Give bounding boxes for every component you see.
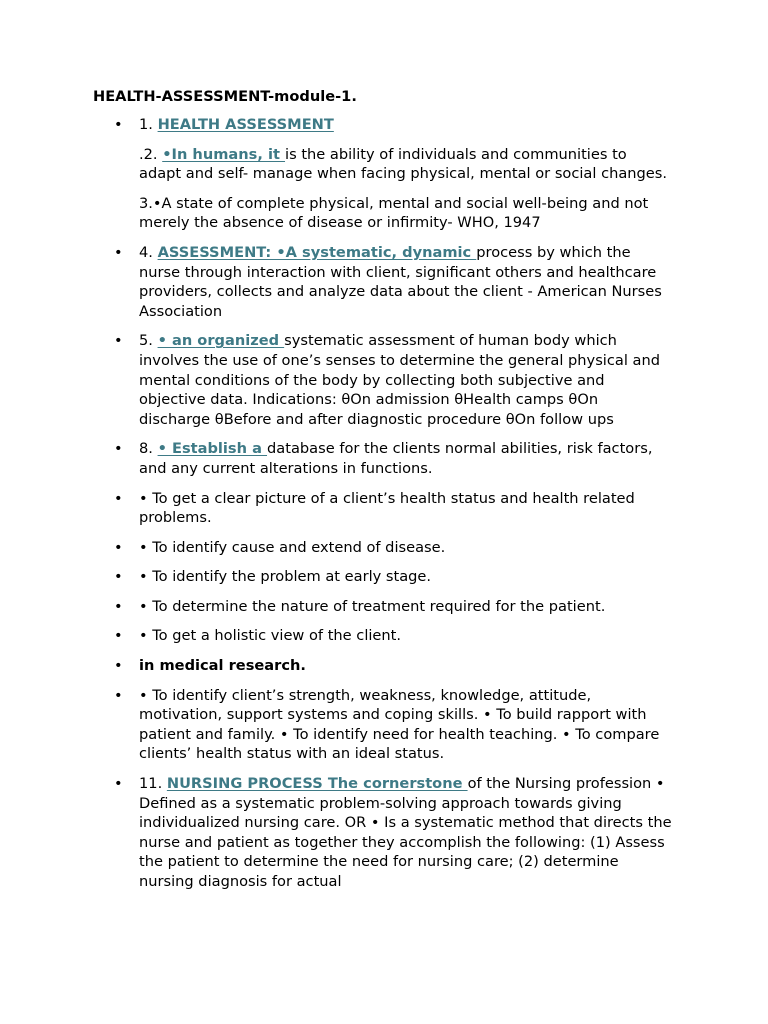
item-link[interactable]: ASSESSMENT: •A systematic, dynamic: [157, 243, 477, 261]
item-number: .2.: [139, 145, 163, 163]
item-text: • To determine the nature of treatment required for the patient.: [139, 597, 606, 615]
item-text: • To identify cause and extend of disease.: [139, 538, 446, 556]
list-item: [0, 626, 768, 646]
bullet-marker: •: [114, 597, 123, 615]
bullet-marker: •: [114, 568, 123, 586]
bullet-marker: •: [114, 775, 123, 793]
item-number: 1.: [139, 116, 158, 133]
item-text: database for the clients normal abilities, risk factors, and any current alterations in functions.: [139, 440, 653, 477]
bullet-marker: •: [114, 538, 123, 556]
list-item: [0, 686, 768, 764]
item-number: 8.: [139, 440, 158, 458]
item-link[interactable]: • an organized: [157, 332, 285, 350]
bullet-marker: •: [114, 116, 123, 133]
list-item-paragraph: [0, 145, 768, 184]
item-text: • To get a clear picture of a client’s health status and health related problems.: [139, 489, 635, 527]
item-text: • To identify client’s strength, weakness, knowledge, attitude, motivation, support systems and coping skills. • To build rapport with patient and family. • To identify need for health teaching. • To compare clients’ health status with an ideal status.: [139, 686, 660, 763]
bullet-marker: •: [114, 627, 123, 645]
item-number: 11.: [139, 775, 167, 793]
list-item: [0, 331, 768, 429]
item-link[interactable]: NURSING PROCESS The cornerstone: [166, 775, 468, 793]
item-text: in medical research.: [139, 657, 306, 675]
list-item: [0, 597, 768, 617]
bullet-marker: •: [114, 686, 123, 704]
item-link[interactable]: • Establish a: [157, 440, 268, 458]
list-item: [0, 774, 768, 892]
item-text: 3.•A state of complete physical, mental and social well-being and not merely the absence of disease or infirmity- WHO, 1947: [139, 194, 649, 232]
item-text: of the Nursing profession • Defined as a systematic problem-solving approach towards giving individualized nursing care. OR • Is a systematic method that directs the nurse and patient as together they accomplish the following: (1) Assess the patient to determine the need for nursing care; (2) determine nursing diagnosis for actual: [139, 775, 672, 890]
bullet-marker: •: [114, 657, 123, 675]
item-number: 4.: [139, 243, 158, 261]
item-text: systematic assessment of human body which involves the use of one’s senses to determine the general physical and mental conditions of the body by collecting both subjective and objective data. Indications: θOn admission θHealth camps θOn discharge θBefore and after diagnostic procedure θOn follow ups: [139, 332, 660, 428]
item-link[interactable]: •In humans, it: [162, 145, 286, 163]
item-link[interactable]: HEALTH ASSESSMENT: [157, 116, 334, 133]
item-number: 5.: [139, 332, 158, 350]
item-text: • To identify the problem at early stage.: [139, 568, 432, 586]
document-list: [0, 115, 768, 902]
list-item: [0, 439, 768, 478]
bullet-marker: •: [114, 489, 123, 507]
list-item: [0, 489, 768, 528]
document-title: HEALTH-ASSESSMENT-module-1.: [93, 88, 357, 105]
list-item: [0, 538, 768, 558]
bullet-marker: •: [114, 243, 123, 261]
list-item-paragraph: [0, 194, 768, 233]
list-item: [0, 656, 768, 676]
item-text: • To get a holistic view of the client.: [139, 627, 402, 645]
bullet-marker: •: [114, 440, 123, 458]
list-item: [0, 567, 768, 587]
bullet-marker: •: [114, 332, 123, 350]
item-text: process by which the nurse through interaction with client, significant others and healthcare providers, collects and analyze data about the client - American Nurses Association: [139, 243, 662, 320]
list-item: [0, 115, 768, 135]
item-text: is the ability of individuals and communities to adapt and self- manage when facing physical, mental or social changes.: [139, 145, 668, 183]
list-item: [0, 243, 768, 321]
